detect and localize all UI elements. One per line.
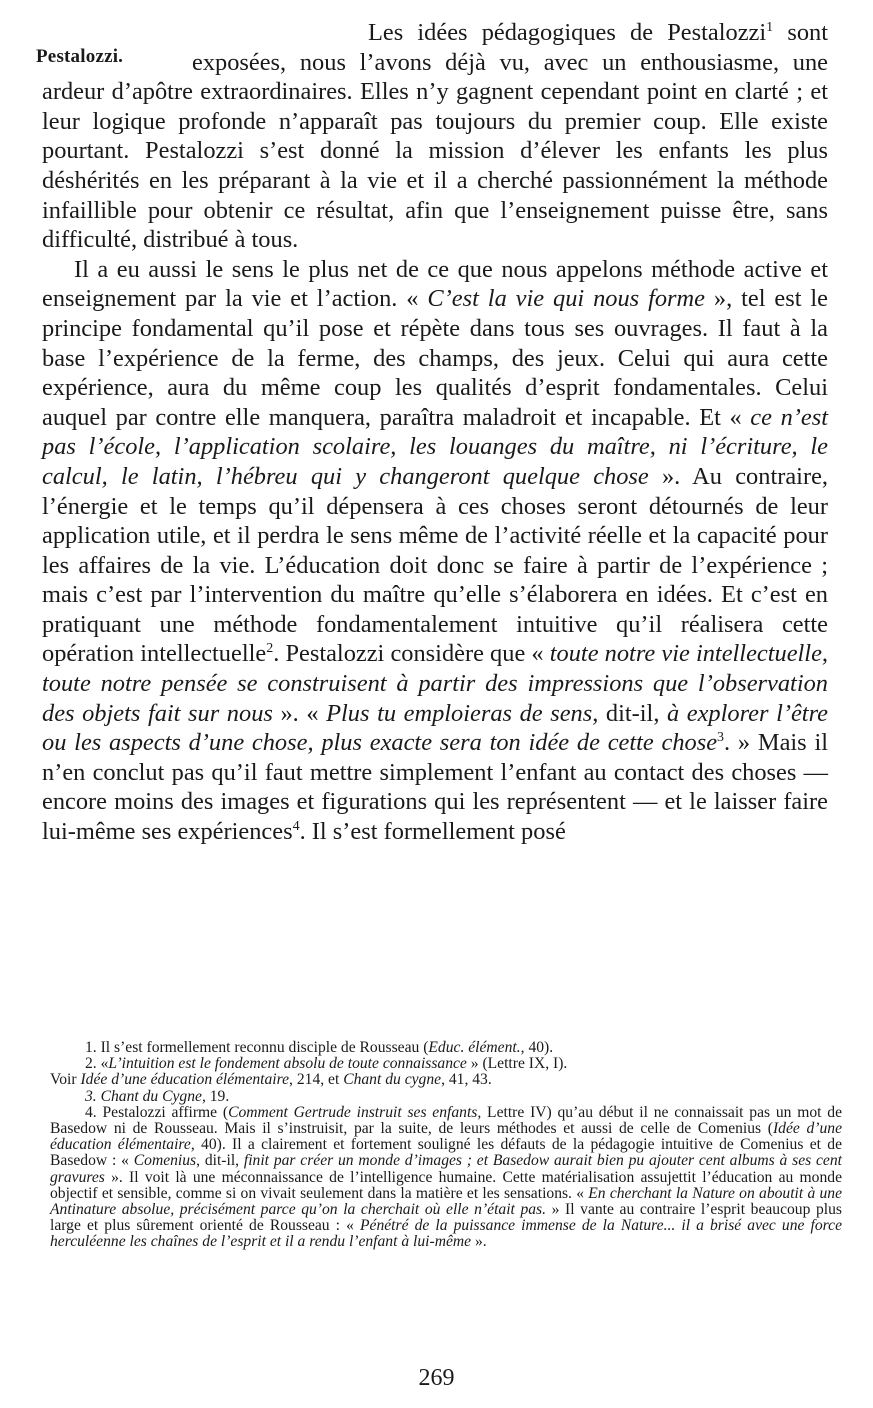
italic-title: Educ. élément. — [428, 1039, 521, 1056]
footnote-2-continued — [50, 1072, 842, 1088]
paragraph-1 — [42, 18, 828, 255]
italic-quote: Comenius — [133, 1152, 197, 1170]
italic-title: Comment Gertrude instruit ses enfants, — [228, 1103, 482, 1121]
italic-quote: En cherchant la Nature on aboutit à une Antinature absolue, précisément parce qu’on la cherchait où elle n’était pas. — [50, 1184, 842, 1219]
footnote-ref-3: 3 — [717, 730, 725, 746]
footnotes — [50, 1040, 842, 1251]
italic-quote: Pénétré de la puissance immense de la Nature... il a brisé avec une force herculéenne les chaînes de l’esprit et il a rendu l’enfant à lui-même — [50, 1217, 842, 1251]
italic-quote: L’intuition est le fondement absolu de toute connaissance — [108, 1055, 467, 1073]
footnote-4 — [50, 1105, 842, 1251]
italic-quote: finit par créer un monde d’images ; et Basedow aurait bien pu ajouter cent albums à ses cent gravures — [50, 1152, 842, 1186]
text-run: , dit-il, — [196, 1152, 244, 1170]
footnote-3 — [50, 1089, 842, 1105]
footnote-1 — [50, 1040, 842, 1056]
text-run: Lettre IV) qu’au début il ne connaissait pas un mot de Basedow ni de Rousseau. Mais il s’instruisit, par la suite, de leurs méthodes et aussi de celle de Comenius ( — [50, 1103, 843, 1138]
footnote-ref-4: 4 — [292, 818, 300, 834]
text-run: » (Lettre IX, I). — [466, 1055, 568, 1073]
text-run: », tel est le principe fondamental qu’il pose et répète dans tous ses ouvrages. Il faut à la base l’expérience de la ferme, des champs, des jeux. Celui qui aura cette expérience, aura du même coup les qualités d’esprit fondamentales. Celui auquel par contre elle manquera, paraîtra maladroit et incapable. Et « — [42, 285, 829, 431]
text-run: . » Mais il n’en conclut pas qu’il faut mettre simplement l’enfant au contact des choses — encore moins des images et figurations qui les représentent — et le laisser faire lui-même ses expériences — [42, 729, 828, 846]
italic-quote: Plus tu emploieras de sens, — [326, 699, 599, 727]
text-run: 1. Il s’est formellement reconnu disciple de Rousseau ( — [85, 1039, 429, 1056]
text-run: Il a eu aussi le sens le plus net de ce que nous appelons méthode active et enseignement par la vie et l’action. « — [42, 255, 828, 313]
paragraph-2 — [42, 255, 828, 847]
text-run: , 40). — [520, 1039, 554, 1056]
italic-quote: C’est la vie qui nous forme — [427, 285, 705, 313]
text-run: 4. Pestalozzi affirme ( — [85, 1103, 229, 1121]
text-run: , 19. — [201, 1087, 230, 1105]
italic-title: 3. Chant du Cygne — [85, 1087, 202, 1105]
text-run: ». — [471, 1233, 487, 1251]
italic-quote: à explorer l’être ou les aspects d’une chose, plus exacte sera ton idée de cette chose — [42, 699, 828, 757]
text-run: 2. « — [85, 1055, 109, 1073]
text-run: ». « — [272, 699, 327, 727]
italic-title: Idée d’une éducation élémentaire — [80, 1071, 290, 1089]
page-number: 269 — [418, 1365, 455, 1391]
text-run: ». Au contraire, l’énergie et le temps qu’il dépensera à ces choses seront détournés de leur application utile, et il perdra le sens même de l’activité réelle et la capacité pour les affaires de la vie. L’éducation doit donc se faire à partir de l’expérience ; mais c’est par l’intervention du maître qu’elle s’élaborera en idées. Et c’est en pratiquant une méthode fondamentalement intuitive qu’il réalisera cette opération intellectuelle — [42, 462, 828, 668]
italic-quote: toute notre vie intellectuelle, toute notre pensée se construisent à partir des impressions que l’observation des objets fait sur nous — [42, 640, 828, 727]
text-run: . Il s’est formellement posé — [299, 818, 566, 846]
text-run: ». Il voit là une méconnaissance de l’intelligence humaine. Cette matérialisation assujettit l’éducation au monde objectif et sensible, comme si on vivait seulement dans la matière et les sensations. « — [50, 1168, 842, 1202]
text-run: dit-il, — [598, 699, 667, 727]
main-text — [42, 18, 828, 847]
italic-title: Chant du cygne — [343, 1071, 442, 1089]
italic-quote: ce n’est pas l’école, l’application scolaire, les louanges du maître, ni l’écriture, le calcul, le latin, l’hébreu qui y changeront quelque chose — [42, 403, 828, 490]
text-run: Voir — [50, 1071, 81, 1089]
text-run: , 40). Il a clairement et fortement souligné les défauts de la pédagogie intuitive de Comenius et de Basedow : « — [50, 1136, 842, 1170]
text-run: sont exposées, nous l’avons déjà vu, avec un enthousiasme, une ardeur d’apôtre extraordinaires. Elles n’y gagnent cependant point en clarté ; et leur logique profonde n’apparaît pas toujours du premier coup. Elle existe pourtant. Pestalozzi s’est donné la mission d’élever les enfants les plus déshérités en les préparant à la vie et il a cherché passionnément la méthode infaillible pour obtenir ce résultat, afin que l’enseignement puisse être, sans difficulté, distribué à tous. — [42, 19, 828, 254]
text-run: » Il vante au contraire l’esprit beaucoup plus large et plus sûrement orienté de Rousseau : « — [50, 1201, 842, 1235]
text-run: , 41, 43. — [441, 1071, 492, 1089]
footnote-ref-1: 1 — [766, 19, 774, 35]
footnote-ref-2: 2 — [266, 641, 274, 657]
text-run: Les idées pédagogiques de Pestalozzi — [368, 19, 767, 46]
text-run: , 214, et — [289, 1071, 344, 1089]
italic-title: Idée d’une éducation élémentaire — [50, 1120, 842, 1154]
margin-title: Pestalozzi. — [36, 46, 124, 67]
text-run: . Pestalozzi considère que « — [273, 640, 550, 668]
footnote-2 — [50, 1056, 842, 1072]
